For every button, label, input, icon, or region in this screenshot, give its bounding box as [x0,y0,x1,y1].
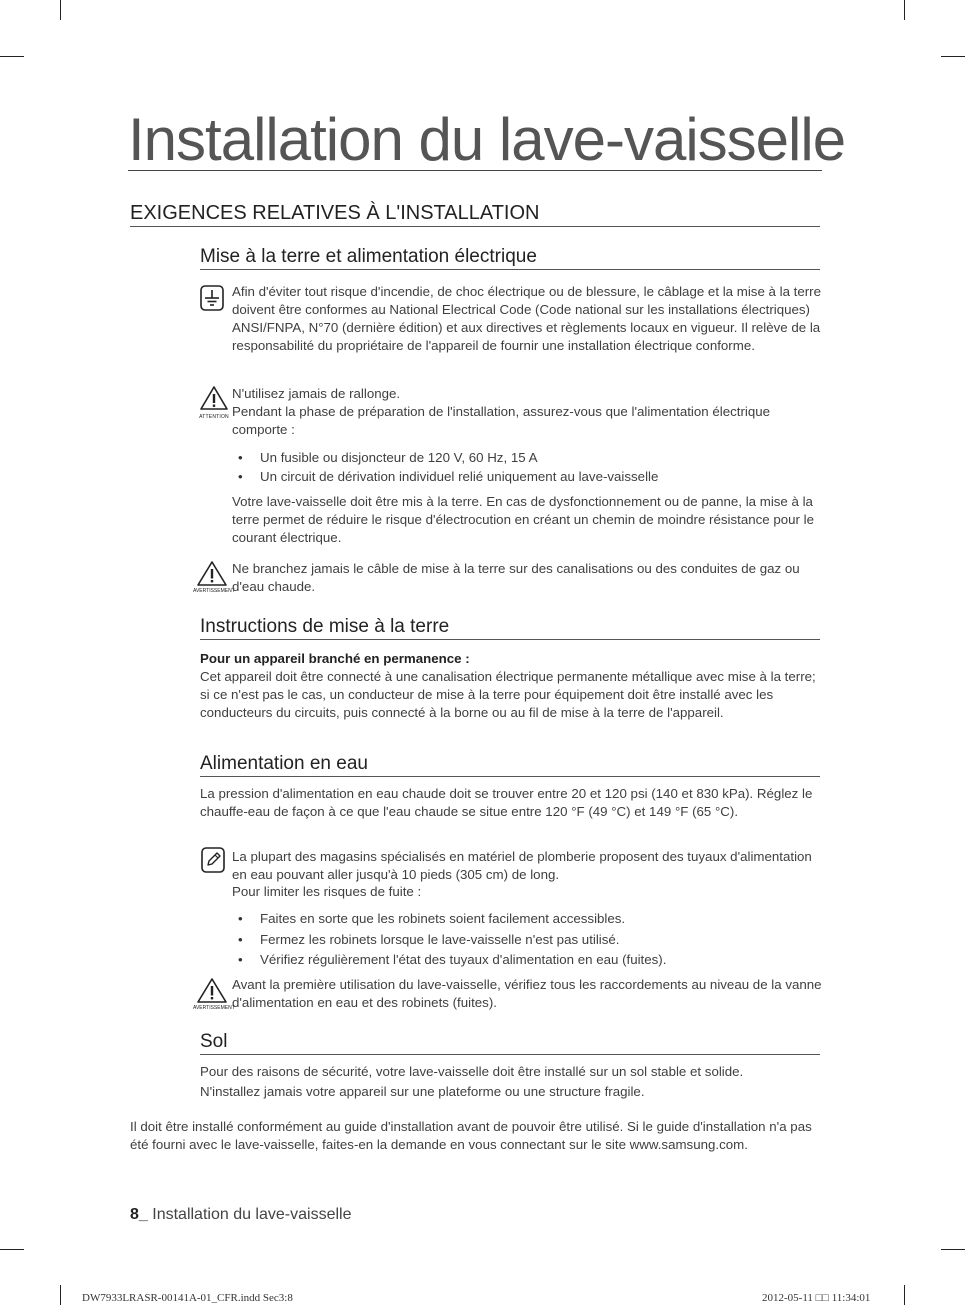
crop-mark [0,1249,24,1250]
ground-paragraph: Votre lave-vaisselle doit être mis à la terre. En cas de dysfonctionnement ou de panne, la mise à la terre permet de réduire le risque d'électrocution en créant un chemin de moindre résistance pour le courant électrique. [232,494,815,545]
date-slug: 2012-05-11 □□ 11:34:01 [762,1292,871,1304]
avertissement-label: AVERTISSEMENT [193,1005,235,1011]
instructions-heading: Instructions de mise à la terre [200,617,820,640]
caution-line-2: Pendant la phase de préparation de l'installation, assurez-vous que l'alimentation électrique comporte : [232,404,771,437]
attention-label: ATTENTION [199,414,229,420]
list-item: • Fermez les robinets lorsque le lave-vaisselle n'est pas utilisé. [234,931,620,949]
page-number: 8_ [130,1206,148,1223]
water-heading: Alimentation en eau [200,754,820,777]
crop-mark [60,1285,61,1305]
crop-mark [941,1249,965,1250]
avertissement-warning-icon [193,976,235,1014]
footer-title: Installation du lave-vaisselle [152,1206,352,1223]
closing-paragraph: Il doit être installé conformément au guide d'installation avant de pouvoir être utilisé. Si le guide d'installation n'a pas été fourni avec le lave-vaisselle, faites-en la demande en vous connectant sur le site www.samsung.com. [130,1119,812,1152]
warning-text: Ne branchez jamais le câble de mise à la terre sur des canalisations ou des conduites de gaz ou d'eau chaude. [232,561,800,594]
file-slug: DW7933LRASR-00141A-01_CFR.indd Sec3:8 [82,1292,293,1304]
floor-line-2: N'installez jamais votre appareil sur une plateforme ou une structure fragile. [200,1084,645,1099]
floor-line-1: Pour des raisons de sécurité, votre lave-vaisselle doit être installé sur un sol stable et solide. [200,1064,744,1079]
list-item: • Un circuit de dérivation individuel relié uniquement au lave-vaisselle [234,468,658,486]
grounding-heading: Mise à la terre et alimentation électrique [200,247,820,270]
crop-mark [904,0,905,20]
instructions-text: Cet appareil doit être connecté à une canalisation électrique permanente métallique avec mise à la terre; si ce n'est pas le cas, un conducteur de mise à la terre pour équipement doit être installé avec les conducteurs du circuits, puis connecté à la borne ou au fil de mise à la terre de l'appareil. [200,669,816,720]
floor-heading: Sol [200,1032,820,1055]
ground-icon [200,285,224,311]
water-note: La plupart des magasins spécialisés en matériel de plomberie proposent des tuyaux d'alimentation en eau pouvant aller jusqu'à 10 pieds (305 cm) de long. [232,849,812,882]
crop-mark [0,56,24,57]
section-heading: EXIGENCES RELATIVES À L'INSTALLATION [130,202,820,227]
page-title: Installation du lave-vaisselle [128,106,846,173]
avertissement-warning-icon [193,559,235,597]
crop-mark [60,0,61,20]
list-item: • Vérifiez régulièrement l'état des tuyaux d'alimentation en eau (fuites). [234,951,666,969]
caution-line-1: N'utilisez jamais de rallonge. [232,386,401,401]
water-warning-text: Avant la première utilisation du lave-vaisselle, vérifiez tous les raccordements au niveau de la vanne d'alimentation en eau et des robinets (fuites). [232,977,822,1010]
page-footer [130,1206,351,1224]
crop-mark [904,1285,905,1305]
crop-mark [941,56,965,57]
grounding-note: Afin d'éviter tout risque d'incendie, de choc électrique ou de blessure, le câblage et la mise à la terre doivent être conformes au National Electrical Code (Code national sur les installations électriques) ANSI/FNPA, N°70 (dernière édition) et aux directives et règlements locaux en vigueur. Il relève de la responsabilité du propriétaire de l'appareil de fournir une installation électrique conforme. [232,284,822,353]
list-item: • Faites en sorte que les robinets soient facilement accessibles. [234,910,625,928]
attention-warning-icon [199,385,229,425]
avertissement-label: AVERTISSEMENT [193,588,235,594]
water-note-line2: Pour limiter les risques de fuite : [232,884,422,899]
instructions-subheading: Pour un appareil branché en permanence : [200,651,470,666]
note-pencil-icon [201,847,225,873]
list-item: • Un fusible ou disjoncteur de 120 V, 60 Hz, 15 A [234,449,537,467]
water-text: La pression d'alimentation en eau chaude doit se trouver entre 20 et 120 psi (140 et 830 kPa). Réglez le chauffe-eau de façon à ce que l'eau chaude se situe entre 120 °F (49 °C) et 149 °F (65 °C). [200,786,813,819]
